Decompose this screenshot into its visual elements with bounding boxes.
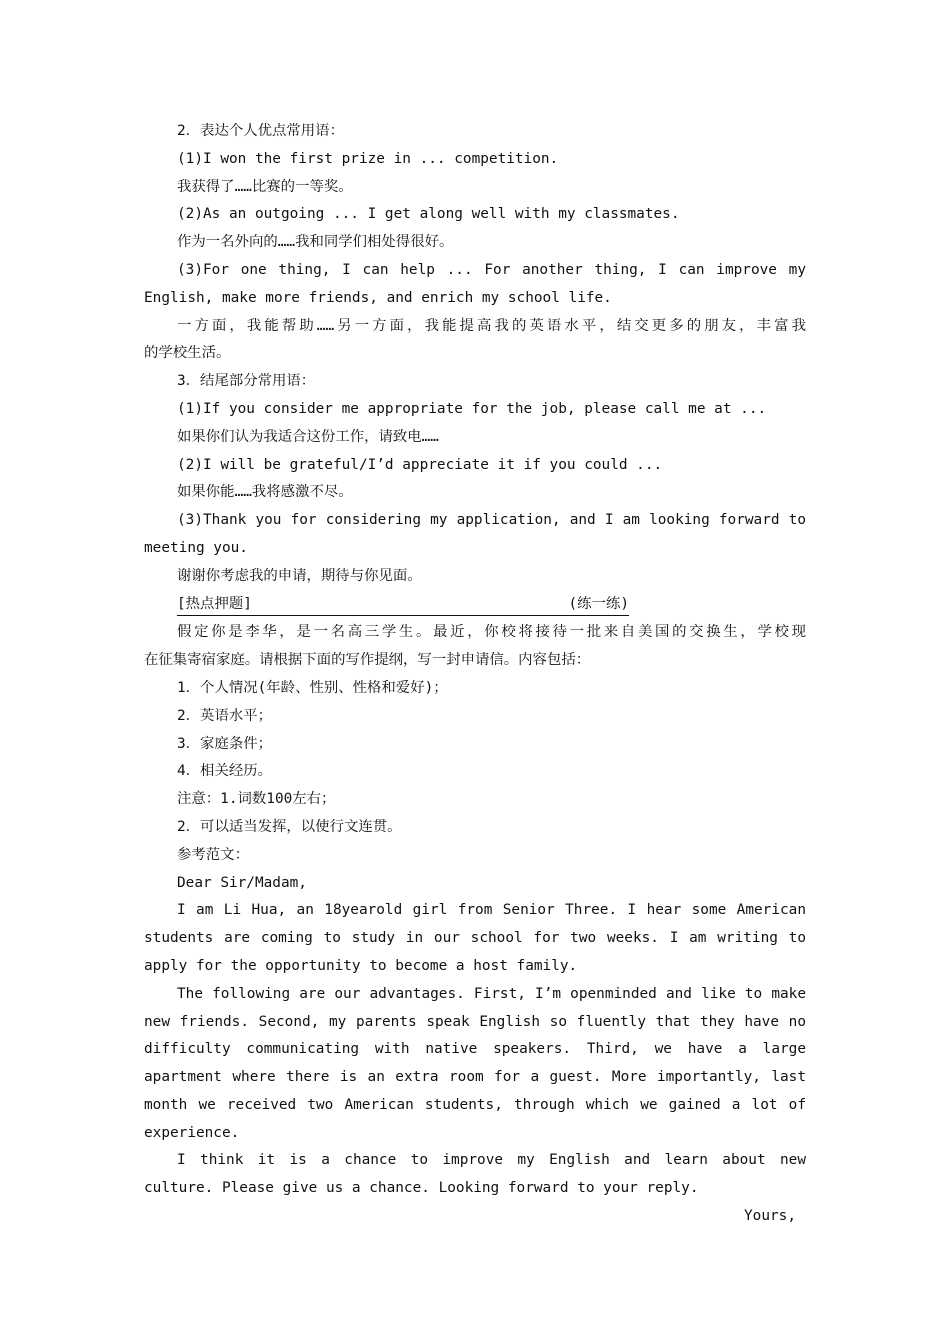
document-page [144, 118, 806, 1231]
phrase-zh: 作为一名外向的……我和同学们相处得很好。 [177, 234, 454, 251]
task-point: 3．家庭条件； [177, 735, 273, 752]
section3-heading: 3．结尾部分常用语： [177, 373, 316, 390]
phrase-zh: 如果你们认为我适合这份工作，请致电…… [177, 428, 439, 445]
section2-heading: 2．表达个人优点常用语： [177, 123, 344, 139]
hot-topic-label: [热点押题] [177, 595, 252, 612]
letter-paragraph: I think it is a chance to improve my English and learn about new culture. Please give us a chance. Looking forward to your reply. [144, 1152, 806, 1197]
task-point: 2．英语水平； [177, 707, 273, 724]
phrase-zh: 如果你能……我将感激不尽。 [177, 484, 353, 501]
phrase-zh: 一方面，我能帮助……另一方面，我能提高我的英语水平，结交更多的朋友，丰富我 [177, 317, 806, 334]
task-text: 假定你是李华，是一名高三学生。最近，你校将接待一批来自美国的交换生，学校现 [177, 624, 806, 641]
letter-salutation: Dear Sir/Madam, [177, 874, 307, 891]
task-point: 1．个人情况(年龄、性别、性格和爱好)； [177, 679, 448, 696]
reference-label: 参考范文： [177, 846, 249, 863]
letter-paragraph: I am Li Hua, an 18yearold girl from Senior Three. I hear some American students are coming to study in our school for two weeks. I am writing to apply for the opportunity to become a host family. [144, 902, 806, 974]
phrase-zh: 谢谢你考虑我的申请，期待与你见面。 [177, 567, 422, 584]
practice-label: (练一练) [568, 595, 629, 612]
phrase-en: (2)I will be grateful/I’d appreciate it if you could ... [177, 456, 663, 473]
phrase-zh-cont: 的学校生活。 [144, 345, 231, 362]
phrase-en: (1)If you consider me appropriate for the job, please call me at ... [177, 400, 767, 417]
task-point: 4．相关经历。 [177, 763, 273, 780]
phrase-en-cont: English, make more friends, and enrich my school life. [144, 289, 612, 306]
phrase-en: (1)I won the first prize in ... competition. [177, 150, 559, 167]
phrase-en: (2)As an outgoing ... I get along well with my classmates. [177, 206, 680, 223]
phrase-en-cont: meeting you. [144, 539, 248, 556]
phrase-zh: 我获得了……比赛的一等奖。 [177, 178, 353, 195]
hot-topic-header [177, 591, 629, 616]
letter-body [144, 897, 806, 1203]
task-note: 2．可以适当发挥，以使行文连贯。 [177, 818, 402, 835]
phrase-en: (3)Thank you for considering my application, and I am looking forward to [177, 512, 806, 529]
phrase-en: (3)For one thing, I can help ... For another thing, I can improve my [177, 261, 806, 278]
letter-paragraph: The following are our advantages. First, I’m openminded and like to make new friends. Second, my parents speak English so fluently that they have no difficulty communicating with native speakers. Third, we have a large apartment where there is an extra room for a guest. More importantly, last month we received two American students, through which we gained a lot of experience. [144, 985, 806, 1141]
task-note: 注意：1.词数100左右； [177, 791, 336, 808]
task-text-cont: 在征集寄宿家庭。请根据下面的写作提纲，写一封申请信。内容包括： [144, 652, 591, 669]
letter-closing: Yours, [744, 1208, 796, 1225]
